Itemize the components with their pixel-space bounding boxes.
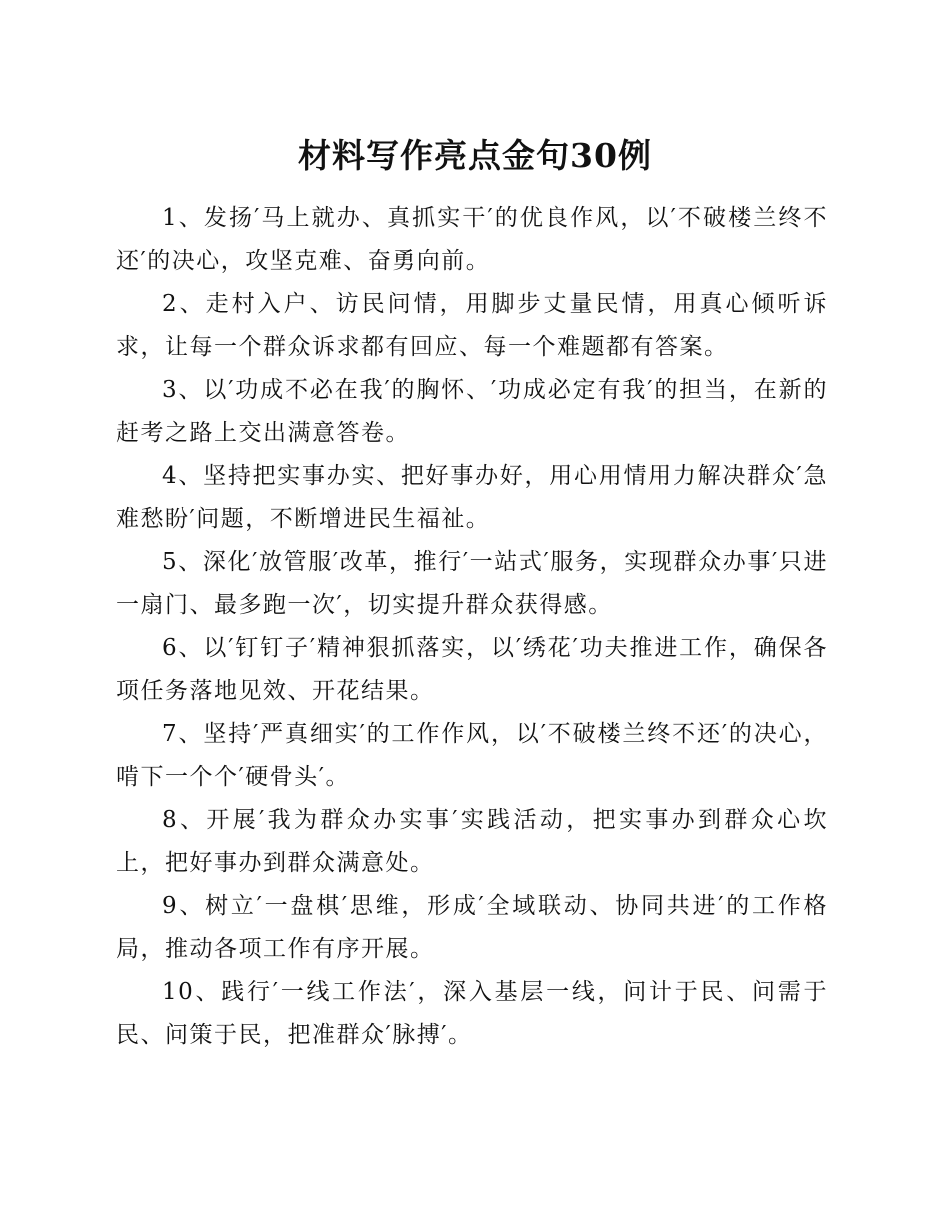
paragraph-4: 4、坚持把实事办实、把好事办好，用心用情用力解决群众′急难愁盼′问题，不断增进民生福祉。 [116,463,828,532]
paragraph-2: 2、走村入户、访民问情，用脚步丈量民情，用真心倾听诉求，让每一个群众诉求都有回应、每一个难题都有答案。 [116,291,828,360]
paragraph-10: 10、践行′一线工作法′，深入基层一线，问计于民、问需于民、问策于民，把准群众′脉搏′。 [116,979,828,1048]
document-title: 材料写作亮点金句30例 [298,136,652,175]
paragraph-5: 5、深化′放管服′改革，推行′一站式′服务，实现群众办事′只进一扇门、最多跑一次′，切实提升群众获得感。 [116,549,828,618]
paragraph-8: 8、开展′我为群众办实事′实践活动，把实事办到群众心坎上，把好事办到群众满意处。 [116,807,828,876]
paragraph-3: 3、以′功成不必在我′的胸怀、′功成必定有我′的担当，在新的赶考之路上交出满意答卷。 [116,377,828,446]
paragraph-1: 1、发扬′马上就办、真抓实干′的优良作风，以′不破楼兰终不还′的决心，攻坚克难、奋勇向前。 [116,205,828,274]
paragraph-9: 9、树立′一盘棋′思维，形成′全域联动、协同共进′的工作格局，推动各项工作有序开展。 [116,893,828,962]
paragraph-7: 7、坚持′严真细实′的工作作风，以′不破楼兰终不还′的决心，啃下一个个′硬骨头′。 [116,721,828,790]
document-body [116,197,828,1057]
paragraph-6: 6、以′钉钉子′精神狠抓落实，以′绣花′功夫推进工作，确保各项任务落地见效、开花结果。 [116,635,828,704]
